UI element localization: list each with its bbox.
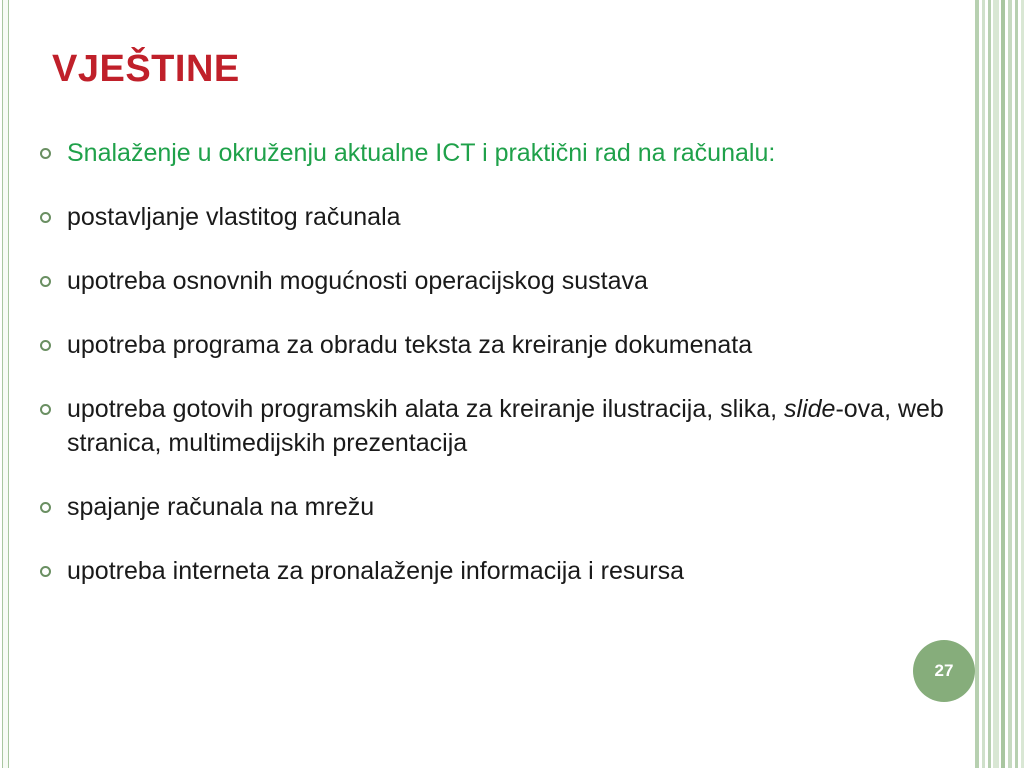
bullet-circle-icon xyxy=(40,148,51,159)
bullet-circle-icon xyxy=(40,566,51,577)
bullet-item xyxy=(40,554,970,588)
bullet-circle-icon xyxy=(40,502,51,513)
bullet-text: spajanje računala na mrežu xyxy=(67,493,375,521)
bullet-circle-icon xyxy=(40,340,51,351)
slide-title: VJEŠTINE xyxy=(52,48,240,90)
bullet-item xyxy=(40,200,970,234)
bullet-circle-icon xyxy=(40,212,51,223)
left-frame-border xyxy=(2,0,9,768)
bullet-text-italic: slide xyxy=(784,395,836,423)
bullet-text: upotreba interneta za pronalaženje informacija i resursa xyxy=(67,557,685,585)
bullet-text-part1: upotreba gotovih programskih alata za kreiranje ilustracija, slika, xyxy=(67,395,785,423)
bullet-circle-icon xyxy=(40,276,51,287)
bullet-text: Snalaženje u okruženju aktualne ICT i praktični rad na računalu: xyxy=(67,139,776,167)
bullet-text: upotreba osnovnih mogućnosti operacijskog sustava xyxy=(67,267,648,295)
bullet-item xyxy=(40,490,970,524)
right-decorative-frame xyxy=(975,0,1024,768)
frame-stripe xyxy=(982,0,985,768)
bullet-item xyxy=(40,136,970,170)
frame-stripe xyxy=(1008,0,1012,768)
bullet-text-part2: -ova, web stranica, multimedijskih prezentacija xyxy=(67,395,944,457)
frame-stripe xyxy=(1015,0,1018,768)
frame-stripe xyxy=(993,0,999,768)
frame-stripe xyxy=(1001,0,1005,768)
frame-stripe xyxy=(988,0,991,768)
bullet-list xyxy=(40,136,970,618)
bullet-item xyxy=(40,264,970,298)
bullet-item xyxy=(40,392,970,460)
bullet-text: postavljanje vlastitog računala xyxy=(67,203,401,231)
bullet-item xyxy=(40,328,970,362)
bullet-text: upotreba programa za obradu teksta za kreiranje dokumenata xyxy=(67,331,753,359)
page-number-badge: 27 xyxy=(913,640,975,702)
frame-stripe xyxy=(975,0,979,768)
bullet-circle-icon xyxy=(40,404,51,415)
